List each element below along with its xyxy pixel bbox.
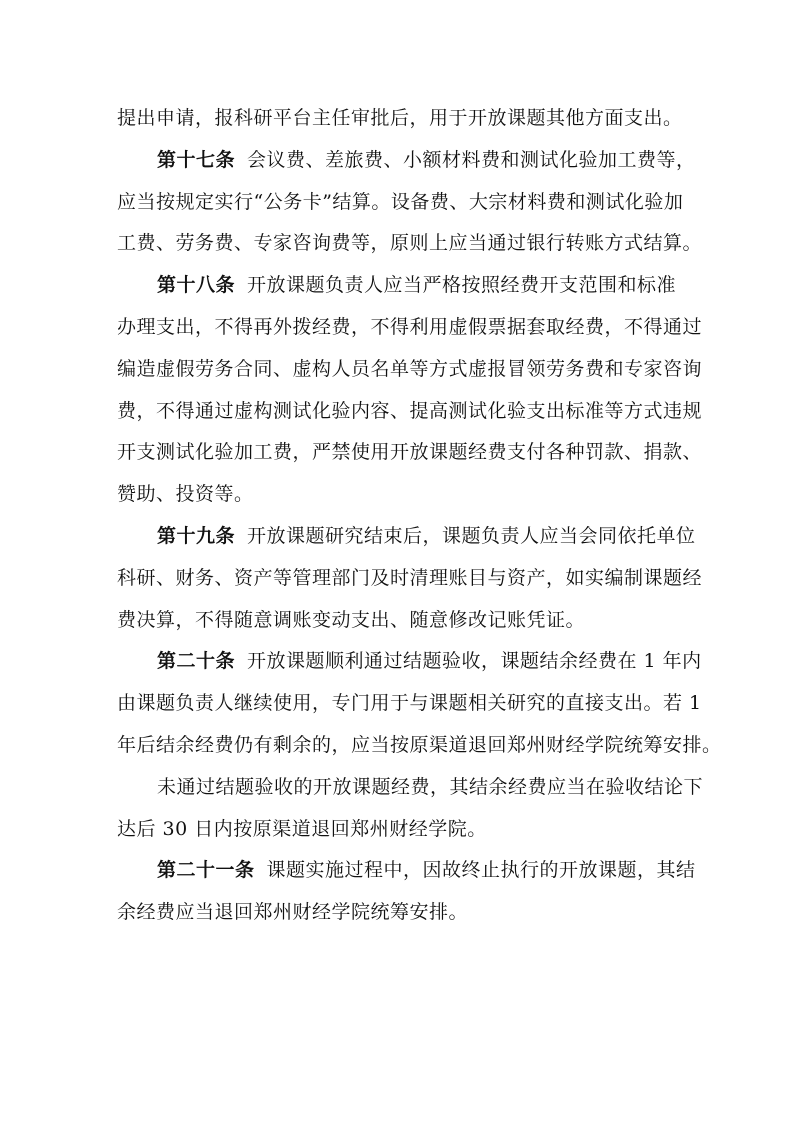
text-line: 编造虚假劳务合同、虚构人员名单等方式虚报冒领劳务费和专家咨询 <box>117 357 703 380</box>
text-line: 年后结余经费仍有剩余的，应当按原渠道退回郑州财经学院统筹安排。 <box>117 733 722 756</box>
extra-paragraph <box>117 767 704 851</box>
text-line <box>117 516 696 558</box>
text-line <box>117 641 702 683</box>
text-line <box>117 265 687 307</box>
text-line: 余经费应当退回郑州财经学院统筹安排。 <box>117 901 469 924</box>
text-line: 由课题负责人继续使用，专门用于与课题相关研究的直接支出。若 1 <box>117 692 702 715</box>
article-19 <box>117 516 703 641</box>
article-21 <box>117 850 696 934</box>
article-number: 第十九条 <box>157 524 236 547</box>
text-line: 未通过结题验收的开放课题经费，其结余经费应当在验收结论下 <box>157 775 704 798</box>
text-line <box>117 850 696 892</box>
text-line: 费决算，不得随意调账变动支出、随意修改记账凭证。 <box>117 608 586 631</box>
text-line: 达后 30 日内按原渠道退回郑州财经学院。 <box>117 817 487 840</box>
text-line <box>117 140 696 182</box>
text-segment: 开放课题负责人应当严格按照经费开支范围和标准 <box>247 274 677 297</box>
article-number: 第二十一条 <box>157 859 255 882</box>
text-line: 应当按规定实行“公务卡”结算。设备费、大宗材料费和测试化验加 <box>117 190 684 213</box>
text-line: 科研、财务、资产等管理部门及时清理账目与资产，如实编制课题经 <box>117 566 703 589</box>
text-line: 办理支出，不得再外拨经费，不得利用虚假票据套取经费，不得通过 <box>117 315 703 338</box>
text-segment: 会议费、差旅费、小额材料费和测试化验加工费等， <box>247 148 696 171</box>
text-line: 工费、劳务费、专家咨询费等，原则上应当通过银行转账方式结算。 <box>117 232 703 255</box>
text-line: 赞助、投资等。 <box>117 483 254 506</box>
text-segment: 课题实施过程中，因故终止执行的开放课题，其结 <box>266 859 696 882</box>
text-line: 提出申请，报科研平台主任审批后，用于开放课题其他方面支出。 <box>117 107 683 129</box>
text-segment: 开放课题顺利通过结题验收，课题结余经费在 1 年内 <box>247 650 702 673</box>
text-line: 开支测试化验加工费，严禁使用开放课题经费支付各种罚款、捐款、 <box>117 441 703 464</box>
text-line: 费，不得通过虚构测试化验内容、提高测试化验支出标准等方式违规 <box>117 399 703 422</box>
document-body <box>117 98 722 934</box>
article-17 <box>117 140 703 265</box>
continuation-paragraph <box>117 98 687 140</box>
article-number: 第十八条 <box>157 274 236 297</box>
article-number: 第十七条 <box>157 148 236 171</box>
article-20 <box>117 641 722 766</box>
article-number: 第二十条 <box>157 650 236 673</box>
text-segment: 开放课题研究结束后，课题负责人应当会同依托单位 <box>247 524 696 547</box>
article-18 <box>117 265 703 516</box>
